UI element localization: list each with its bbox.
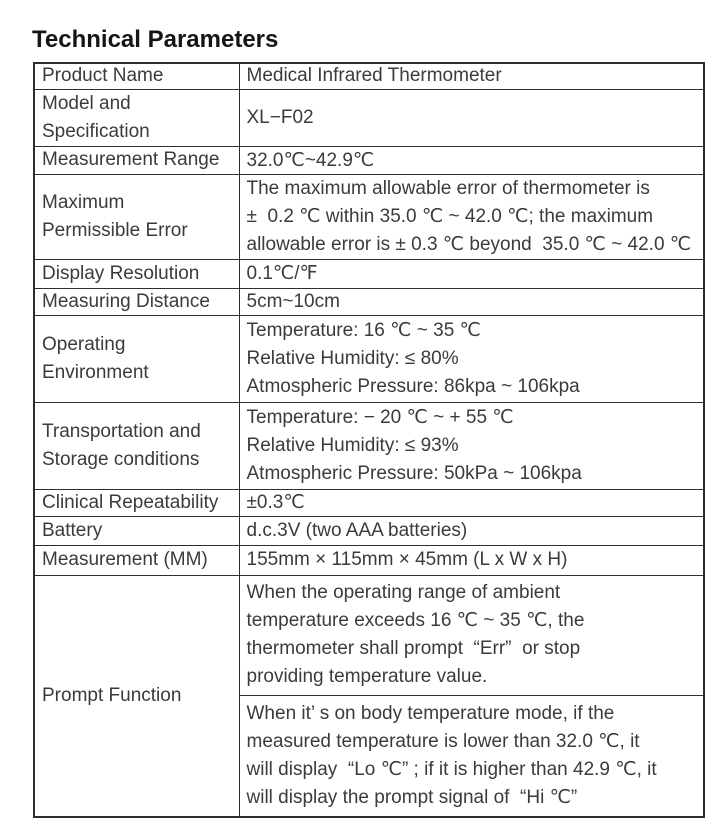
param-value-display-resolution: 0.1℃/℉: [239, 259, 704, 288]
technical-parameters-table: [33, 62, 705, 818]
param-value-clinical-repeatability: ±0.3℃: [239, 489, 704, 516]
param-label-measurement-range: Measurement Range: [34, 146, 239, 174]
param-label-prompt-function: Prompt Function: [34, 575, 239, 817]
param-label-model-specification: Model and Specification: [34, 89, 239, 146]
param-label-measurement-mm: Measurement (MM): [34, 545, 239, 575]
param-label-operating-environment: Operating Environment: [34, 315, 239, 402]
param-value-measuring-distance: 5cm~10cm: [239, 288, 704, 315]
param-label-product-name: Product Name: [34, 63, 239, 89]
table-row: [34, 174, 704, 259]
param-label-transport-storage-conditions: Transportation and Storage conditions: [34, 402, 239, 489]
table-row: [34, 259, 704, 288]
table-row: [34, 402, 704, 489]
param-value-prompt-function-ambient: When the operating range of ambient temperature exceeds 16 ℃ ~ 35 ℃, the thermometer shall prompt “Err” or stop providing temperature value.: [239, 575, 704, 695]
param-value-maximum-permissible-error: The maximum allowable error of thermometer is ± 0.2 ℃ within 35.0 ℃ ~ 42.0 ℃; the maximum allowable error is ± 0.3 ℃ beyond 35.0 ℃ ~ 42.0 ℃: [239, 174, 704, 259]
param-value-battery: d.c.3V (two AAA batteries): [239, 516, 704, 545]
param-label-measuring-distance: Measuring Distance: [34, 288, 239, 315]
param-label-clinical-repeatability: Clinical Repeatability: [34, 489, 239, 516]
table-row: [34, 516, 704, 545]
param-value-prompt-function-body-mode: When it’ s on body temperature mode, if the measured temperature is lower than 32.0 ℃, it will display “Lo ℃” ; if it is higher than 42.9 ℃, it will display the prompt signal of “Hi ℃”: [239, 695, 704, 817]
param-label-display-resolution: Display Resolution: [34, 259, 239, 288]
table-row: [34, 146, 704, 174]
param-label-battery: Battery: [34, 516, 239, 545]
param-value-transport-storage-conditions: Temperature: − 20 ℃ ~ + 55 ℃ Relative Humidity: ≤ 93% Atmospheric Pressure: 50kPa ~ 106kpa: [239, 402, 704, 489]
page-title: Technical Parameters: [32, 26, 279, 53]
param-value-product-name: Medical Infrared Thermometer: [239, 63, 704, 89]
table-row: [34, 545, 704, 575]
table-row: [34, 575, 704, 695]
table-row: [34, 315, 704, 402]
param-value-model-specification: XL−F02: [239, 89, 704, 146]
table-row: [34, 288, 704, 315]
table-row: [34, 63, 704, 89]
param-value-measurement-range: 32.0℃~42.9℃: [239, 146, 704, 174]
table-row: [34, 489, 704, 516]
param-value-operating-environment: Temperature: 16 ℃ ~ 35 ℃ Relative Humidity: ≤ 80% Atmospheric Pressure: 86kpa ~ 106kpa: [239, 315, 704, 402]
param-value-measurement-mm: 155mm × 115mm × 45mm (L x W x H): [239, 545, 704, 575]
table-row: [34, 89, 704, 146]
param-label-maximum-permissible-error: Maximum Permissible Error: [34, 174, 239, 259]
